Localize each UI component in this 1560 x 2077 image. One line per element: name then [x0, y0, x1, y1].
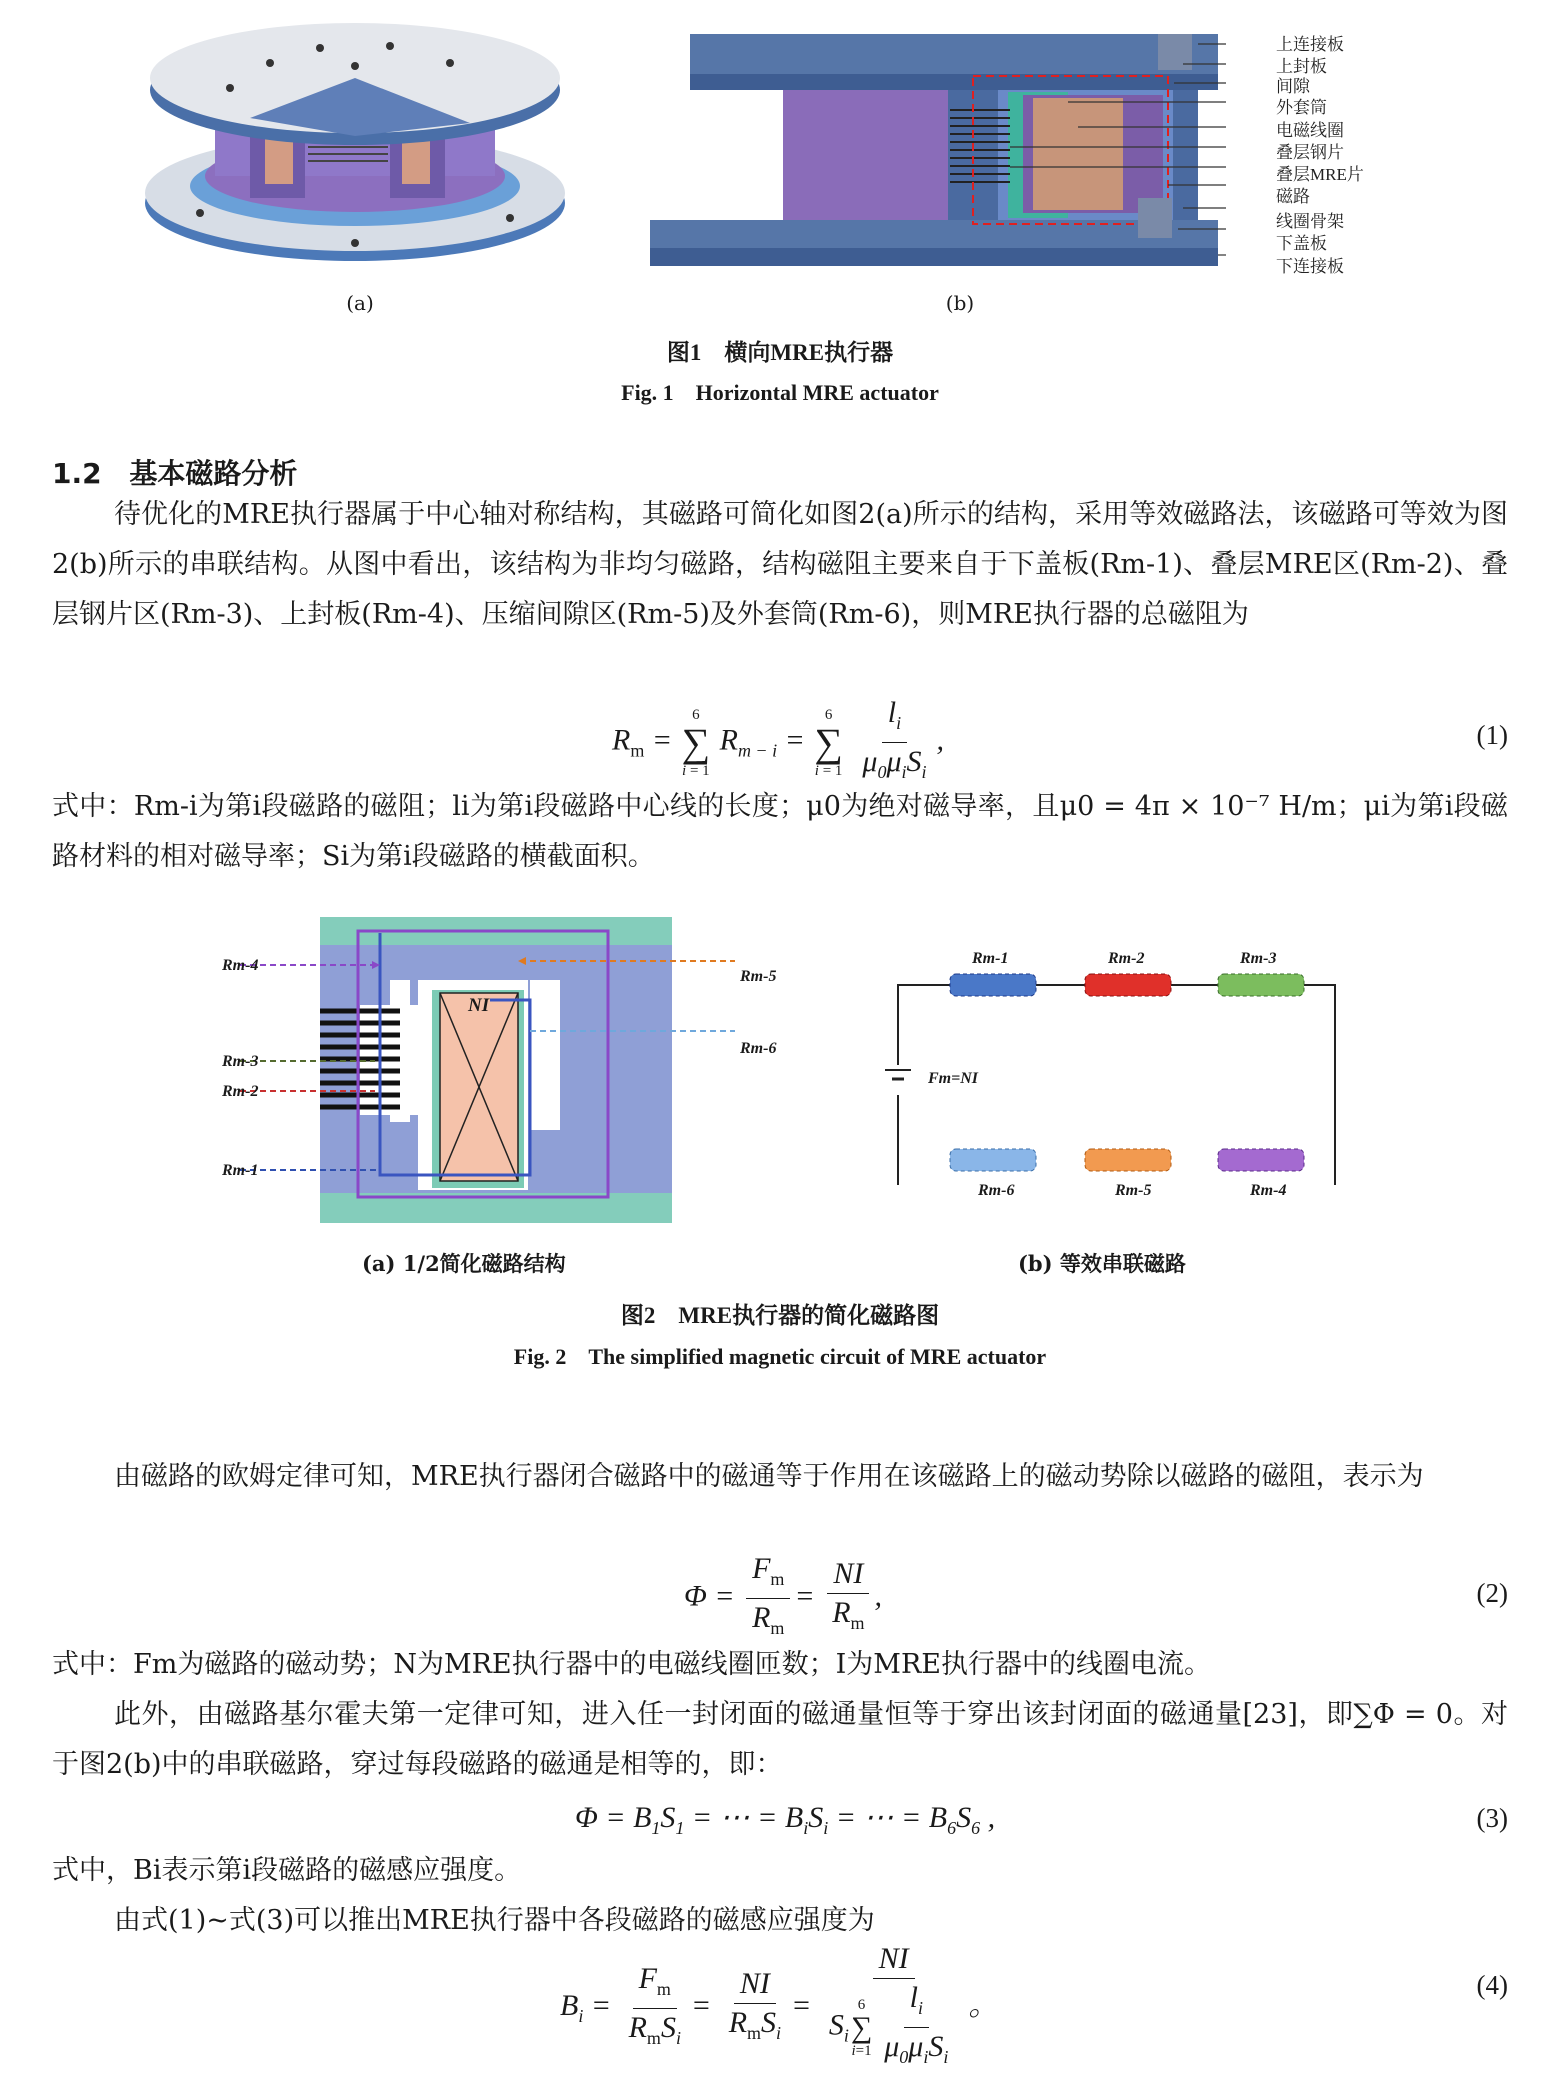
fig2b-bottom-rm6: Rm-6: [978, 1182, 1015, 1199]
fig2a-label-rm2: Rm-2: [222, 1083, 259, 1100]
fig2b-bottom-rm5: Rm-5: [1115, 1182, 1152, 1199]
fig2a-label-rm4: Rm-4: [222, 957, 259, 974]
fig1b-sublabel: (b): [945, 291, 975, 315]
fig1-label-lower-connecting-plate: 下连接板: [1276, 257, 1344, 276]
equation-1-number: (1): [1476, 720, 1508, 750]
paragraph-3: 由磁路的欧姆定律可知，MRE执行器闭合磁路中的磁通等于作用在该磁路上的磁动势除以磁路的磁阻，表示为: [114, 1461, 1424, 1492]
equation-2-number: (2): [1476, 1578, 1508, 1608]
fig1-label-coil-bobbin: 线圈骨架: [1276, 212, 1344, 231]
equation-1: $R_m$ = 6 ∑ i = 1 $R_{m - i}$ = 6 ∑ i = 1 $\frac{l_i}{\mu_0\mu_iS_i}$ ,: [612, 696, 945, 782]
section-title: 基本磁路分析: [129, 457, 298, 490]
fig2a-label-rm5: Rm-5: [740, 968, 777, 985]
fig1-caption-en: Fig. 1 Horizontal MRE actuator: [621, 380, 939, 405]
fig2-caption-cn: 图2 MRE执行器的简化磁路图: [620, 1303, 940, 1328]
fig2a-label-ni: NI: [468, 995, 490, 1016]
fig1-label-mre-laminations: 叠层MRE片: [1276, 165, 1364, 184]
fig1a-sublabel: (a): [346, 291, 374, 315]
fig2a-label-rm1: Rm-1: [222, 1162, 259, 1179]
fig2b-top-rm3: Rm-3: [1240, 950, 1277, 967]
fig1-label-steel-laminations: 叠层钢片: [1276, 143, 1344, 162]
fig1-label-upper-seal-plate: 上封板: [1276, 57, 1327, 76]
fig1b-section-view: [638, 30, 1238, 280]
equation-3: $\Phi = B_1S_1$ = ⋯ = $B_iS_i$ = ⋯ = $B_6S_6$ ,: [575, 1801, 996, 1838]
fig1-label-gap: 间隙: [1276, 77, 1310, 96]
paragraph-2: 式中：Rm-i为第i段磁路的磁阻；li为第i段磁路中心线的长度；μ0为绝对磁导率，且μ0 = 4π × 10⁻⁷ H/m；μi为第i段磁路材料的相对磁导率；Si为第i段磁路的横截面积。: [52, 791, 1508, 872]
equation-4-number: (4): [1476, 1970, 1508, 2000]
fig2a-label-rm3: Rm-3: [222, 1053, 259, 1070]
fig1-label-magnetic-path: 磁路: [1276, 187, 1310, 206]
equation-2: Φ = $\frac{F_m}{R_m}$ = $\frac{NI}{R_m}$ ,: [684, 1552, 883, 1638]
fig2b-sublabel: (b) 等效串联磁路: [1018, 1251, 1186, 1276]
fig1-caption-cn: 图1 横向MRE执行器: [666, 340, 894, 365]
fig1-label-outer-sleeve: 外套筒: [1276, 98, 1327, 117]
fig1-label-coil: 电磁线圈: [1276, 121, 1344, 140]
fig1-label-upper-connecting-plate: 上连接板: [1276, 35, 1344, 54]
section-number: 1.2: [52, 457, 102, 490]
fig2b-source-label: Fm=NI: [928, 1070, 979, 1087]
paragraph-5: 此外，由磁路基尔霍夫第一定律可知，进入任一封闭面的磁通量恒等于穿出该封闭面的磁通量[23]，即∑Φ = 0。对于图2(b)中的串联磁路，穿过每段磁路的磁通是相等的，即：: [52, 1699, 1508, 1780]
fig2a-label-rm6: Rm-6: [740, 1040, 777, 1057]
paragraph-6: 式中，Bi表示第i段磁路的磁感应强度。: [52, 1855, 522, 1886]
fig2b-bottom-rm4: Rm-4: [1250, 1182, 1287, 1199]
paragraph-1: 待优化的MRE执行器属于中心轴对称结构，其磁路可简化如图2(a)所示的结构，采用等效磁路法，该磁路可等效为图2(b)所示的串联结构。从图中看出，该结构为非均匀磁路，结构磁阻主要来自于下盖板(Rm-1)、叠层MRE区(Rm-2)、叠层钢片区(Rm-3)、上封板(Rm-4)、压缩间隙区(Rm-5)及外套筒(Rm-6)，则MRE执行器的总磁阻为: [52, 499, 1508, 630]
paragraph-7: 由式(1)~式(3)可以推出MRE执行器中各段磁路的磁感应强度为: [114, 1905, 875, 1936]
section-heading: [52, 452, 297, 492]
fig2b-top-rm2: Rm-2: [1108, 950, 1145, 967]
fig1a-isometric-view: [140, 18, 580, 273]
fig2-caption-en: Fig. 2 The simplified magnetic circuit of MRE actuator: [513, 1344, 1047, 1369]
fig2a-sublabel: (a) 1/2简化磁路结构: [362, 1251, 566, 1276]
fig2a-magnetic-structure: [200, 905, 760, 1225]
paragraph-4: 式中：Fm为磁路的磁动势；N为MRE执行器中的电磁线圈匝数；I为MRE执行器中的线圈电流。: [52, 1649, 1211, 1680]
fig2b-series-circuit: [880, 945, 1360, 1185]
equation-3-number: (3): [1476, 1803, 1508, 1833]
fig2b-top-rm1: Rm-1: [972, 950, 1009, 967]
equation-4: $B_i$ = $\frac{F_m}{R_mS_i}$ = $\frac{NI}{R_mS_i}$ = NI $S_i$ 6 ∑ i=1 $\frac{l_i}{\mu_0\mu_iS_i}$ 。: [560, 1942, 999, 2067]
fig1-label-lower-cover: 下盖板: [1276, 234, 1327, 253]
